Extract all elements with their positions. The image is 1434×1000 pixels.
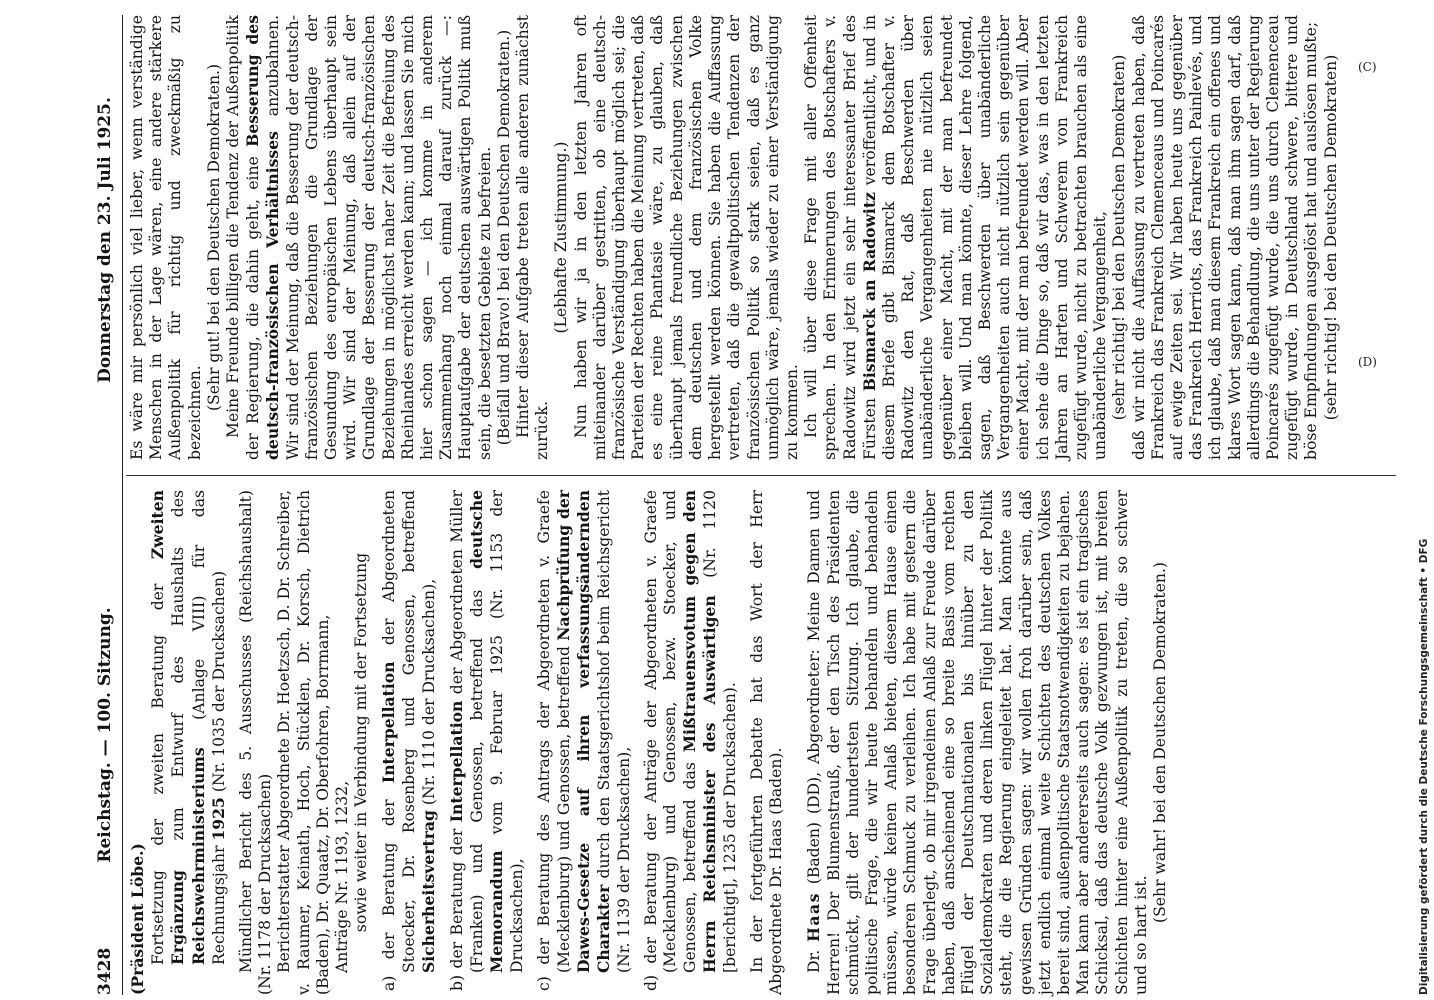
interjection: (Lebhafte Zustimmung.) bbox=[552, 141, 571, 334]
speaker-label: (Präsident Löbe.) bbox=[128, 843, 147, 995]
speech-paragraph: Nun haben wir ja in den letzten Jahren oft miteinander darüber gestritten, ob eine deutsch-französische Verständigung überhaupt möglich sei; die Parteien der Rechten haben die Meinung vertreten, daß es eine reine Phantasie wäre, zu glauben, daß überhaupt jemals freundliche Beziehungen zwischen dem deutschen und dem französischen Volke hergestellt werden können. Sie haben die Auffassung vertreten, daß die gewaltpolitischen Tendenzen der französischen Politik so stark seien, daß es ganz unmöglich wäre, jemals wieder zu einer Verständigung zu kommen. bbox=[571, 15, 801, 460]
agenda-subitem-a: a) der Beratung der Interpellation der Abgeordneten Stoecker, Dr. Rosenberg und Genossen, betreffend Sicherheitsvertrag (Nr. 1110 der Drucksachen), bbox=[379, 490, 438, 991]
rapporteurs: Berichterstatter Abgeordnete Dr. Hoetzsch, D. Dr. Schreiber, v. Raumer, Keinath, Hoch, Stücklen, Dr. Korsch, Dietrich (Baden), Dr. Quaatz, Dr. Oberfohren, Borrmann, bbox=[275, 490, 332, 995]
interjection: (Sehr gut! bei den Deutschen Demokraten.) bbox=[204, 63, 223, 412]
session-title: Reichstag. — 100. Sitzung. bbox=[95, 607, 115, 863]
agenda-subitem-c: c) der Beratung des Antrags der Abgeordneten v. Graefe (Mecklenburg) und Genossen, betreffend Nachprüfung der Dawes-Gesetze auf ihren verfassungsändernden Charakter durch den Staatsgerichtshof beim Reichsgericht (Nr. 1139 der Drucksachen), bbox=[534, 490, 633, 991]
agenda-item-budget: Fortsetzung der zweiten Beratung der Zweiten Ergänzung zum Entwurf des Haushalts des Reichswehrministeriums (Anlage VIII) für das Rechnungsjahr 1925 (Nr. 1035 der Drucksachen) bbox=[148, 490, 228, 965]
committee-report: Mündlicher Bericht des 5. Ausschusses (Reichshaushalt) (Nr. 1178 der Drucksachen) bbox=[237, 490, 275, 995]
header-rule bbox=[122, 15, 123, 995]
session-date: Donnerstag den 23. Juli 1925. bbox=[95, 97, 115, 383]
speech-paragraph: Ich will über diese Frage mit aller Offenheit sprechen. In den Erinnerungen des Botschafters v. Radowitz wird jetzt ein sehr interessanter Brief des Fürsten Bismarck an Radowitz veröffentlicht, und in diesem Briefe gibt Bismarck dem Botschafter v. Radowitz den Rat, daß Beschwerden über unabänderliche Vergangenheiten nie nützlich seien gegenüber einer Macht, mit der man befreundet bleiben will. Und man könnte, dieser Lehre folgend, sagen, daß Beschwerden über unabänderliche Vergangenheiten auch nicht nützlich sein gegenüber einer Macht, mit der man befreundet werden will. Aber ich sehe die Dinge so, daß wir das, was in den letzten Jahren an Harten und Schwerem von Frankreich zugefügt wurde, nicht zu betrachten brauchen als eine unabänderliche Vergangenheit, bbox=[802, 15, 1110, 460]
speech-paragraph: daß wir nicht die Auffassung zu vertreten haben, daß Frankreich das Frankreich Clemenceaus und Poincarés auf ewige Zeiten sei. Wir haben heute uns gegenüber das Frankreich Herriots, das Frankreich Painlevés, und ich glaube, daß man diesem Frankreich ein offenes und klares Wort sagen kann, daß man ihm sagen darf, daß allerdings die Behandlung, die uns unter der Regierung Poincarés zugefügt wurde, die uns durch Clemenceau zugefügt wurde, in Deutschland schwere, bittere und böse Empfindungen ausgelöst hat und auslösen mußte; bbox=[1129, 15, 1321, 460]
speech-paragraph: Es wäre mir persönlich viel lieber, wenn verständige Menschen in der Lage wären, eine andere stärkere Außenpolitik für richtig und zweckmäßig zu bezeichnen. bbox=[128, 15, 204, 460]
speech-paragraph: Hinter dieser Aufgabe treten alle anderen zunächst zurück. bbox=[514, 15, 552, 460]
speech-haas: Dr. Haas (Baden) (DD), Abgeordneter: Meine Damen und Herren! Der Blumenstrauß, der den Tisch des Präsidenten schmückt, gilt der hundertsten Sitzung. Ich glaube, die politische Frage, die wir heute behandeln und behandeln müssen, würde keinen Anlaß bieten, diesem Hause einen besonderen Schmuck zu verleihen. Ich habe mit gestern die Frage überlegt, ob mir irgendeinen Anlaß zur Freude darüber haben, daß anscheinend eine so breite Basis vom rechten Flügel der Deutschnationalen bis hinüber zu den Sozialdemokraten und deren linken Flügel hinter der Politik steht, die die Regierung eingeleitet hat. Man könnte aus gewissen Gründen sagen: wir wollen froh darüber sein, daß jetzt endlich einmal weite Schichten des deutschen Volkes bereit sind, außenpolitische Staatsnotwendigkeiten zu bejahen. Man kann aber andererseits auch sagen: es ist ein tragisches Schicksal, daß das deutsche Volk gezwungen ist, mit breiten Schichten hinter eine Außenpolitik zu treten, die so schwer und so hart ist. bbox=[804, 490, 1150, 995]
rotated-newspaper-sheet bbox=[90, 15, 1400, 995]
margin-marker-d: (D) bbox=[1358, 355, 1377, 369]
continuation-note: sowie weiter in Verbindung mit der Fortsetzung bbox=[352, 552, 371, 933]
margin-marker-c: (C) bbox=[1358, 60, 1377, 74]
agenda-subitem-d: d) der Beratung der Anträge der Abgeordneten v. Graefe (Mecklenburg) und Genossen, bezw. Stoecker, und Genossen, betreffend das Mißtrauensvotum gegen den Herrn Reichsminister des Auswärtigen (Nr. 1120 [berichtigt], 1235 der Drucksachen). bbox=[641, 489, 739, 991]
digitization-credit: Digitalisierung gefördert durch die Deutsche Forschungsgemeinschaft • DFG bbox=[1418, 538, 1430, 995]
running-head bbox=[90, 15, 120, 995]
speech-paragraph: Meine Freunde billigen die Tendenz der Außenpolitik der Regierung, die dahin geht, eine Besserung des deutsch-französischen Verhältnisses anzubahnen. Wir sind der Meinung, daß die Besserung der deutsch-französischen Beziehungen die Grundlage der Gesundung des europäischen Lebens überhaupt sein wird. Wir sind der Meinung, daß allein auf der Grundlage der Besserung der deutsch-französischen Beziehungen in möglichst naher Zeit die Befreiung des Rheinlandes erreicht werden kann; und lassen Sie mich hier schon sagen — ich komme in anderem Zusammenhang noch einmal darauf zurück —: Hauptaufgabe der deutschen auswärtigen Politik muß sein, die besetzten Gebiete zu befreien. bbox=[224, 14, 494, 460]
right-column bbox=[128, 15, 1341, 460]
interjection: (Sehr wahr! bei den Deutschen Demokraten.) bbox=[1150, 562, 1169, 923]
interjection: (sehr richtig! bei den Deutschen Demokraten) bbox=[1321, 54, 1340, 421]
left-column bbox=[128, 490, 1170, 995]
floor-given: In der fortgeführten Debatte hat das Wort der Herr Abgeordnete Dr. Haas (Baden). bbox=[747, 490, 786, 995]
page-number: 3428 bbox=[95, 947, 115, 995]
interjection: (Beifall und Bravo! bei den Deutschen Demokraten.) bbox=[494, 29, 513, 446]
agenda-subitem-b: b) der Beratung der Interpellation der Abgeordneten Müller (Franken) und Genossen, betreffend das deutsche Memorandum vom 9. Februar 1925 (Nr. 1153 der Drucksachen), bbox=[447, 490, 526, 991]
column-divider bbox=[126, 475, 1396, 476]
interjection: (sehr richtig! bei den Deutschen Demokraten) bbox=[1110, 54, 1129, 421]
motions: Anträge Nr. 1193, 1232, bbox=[333, 780, 352, 973]
